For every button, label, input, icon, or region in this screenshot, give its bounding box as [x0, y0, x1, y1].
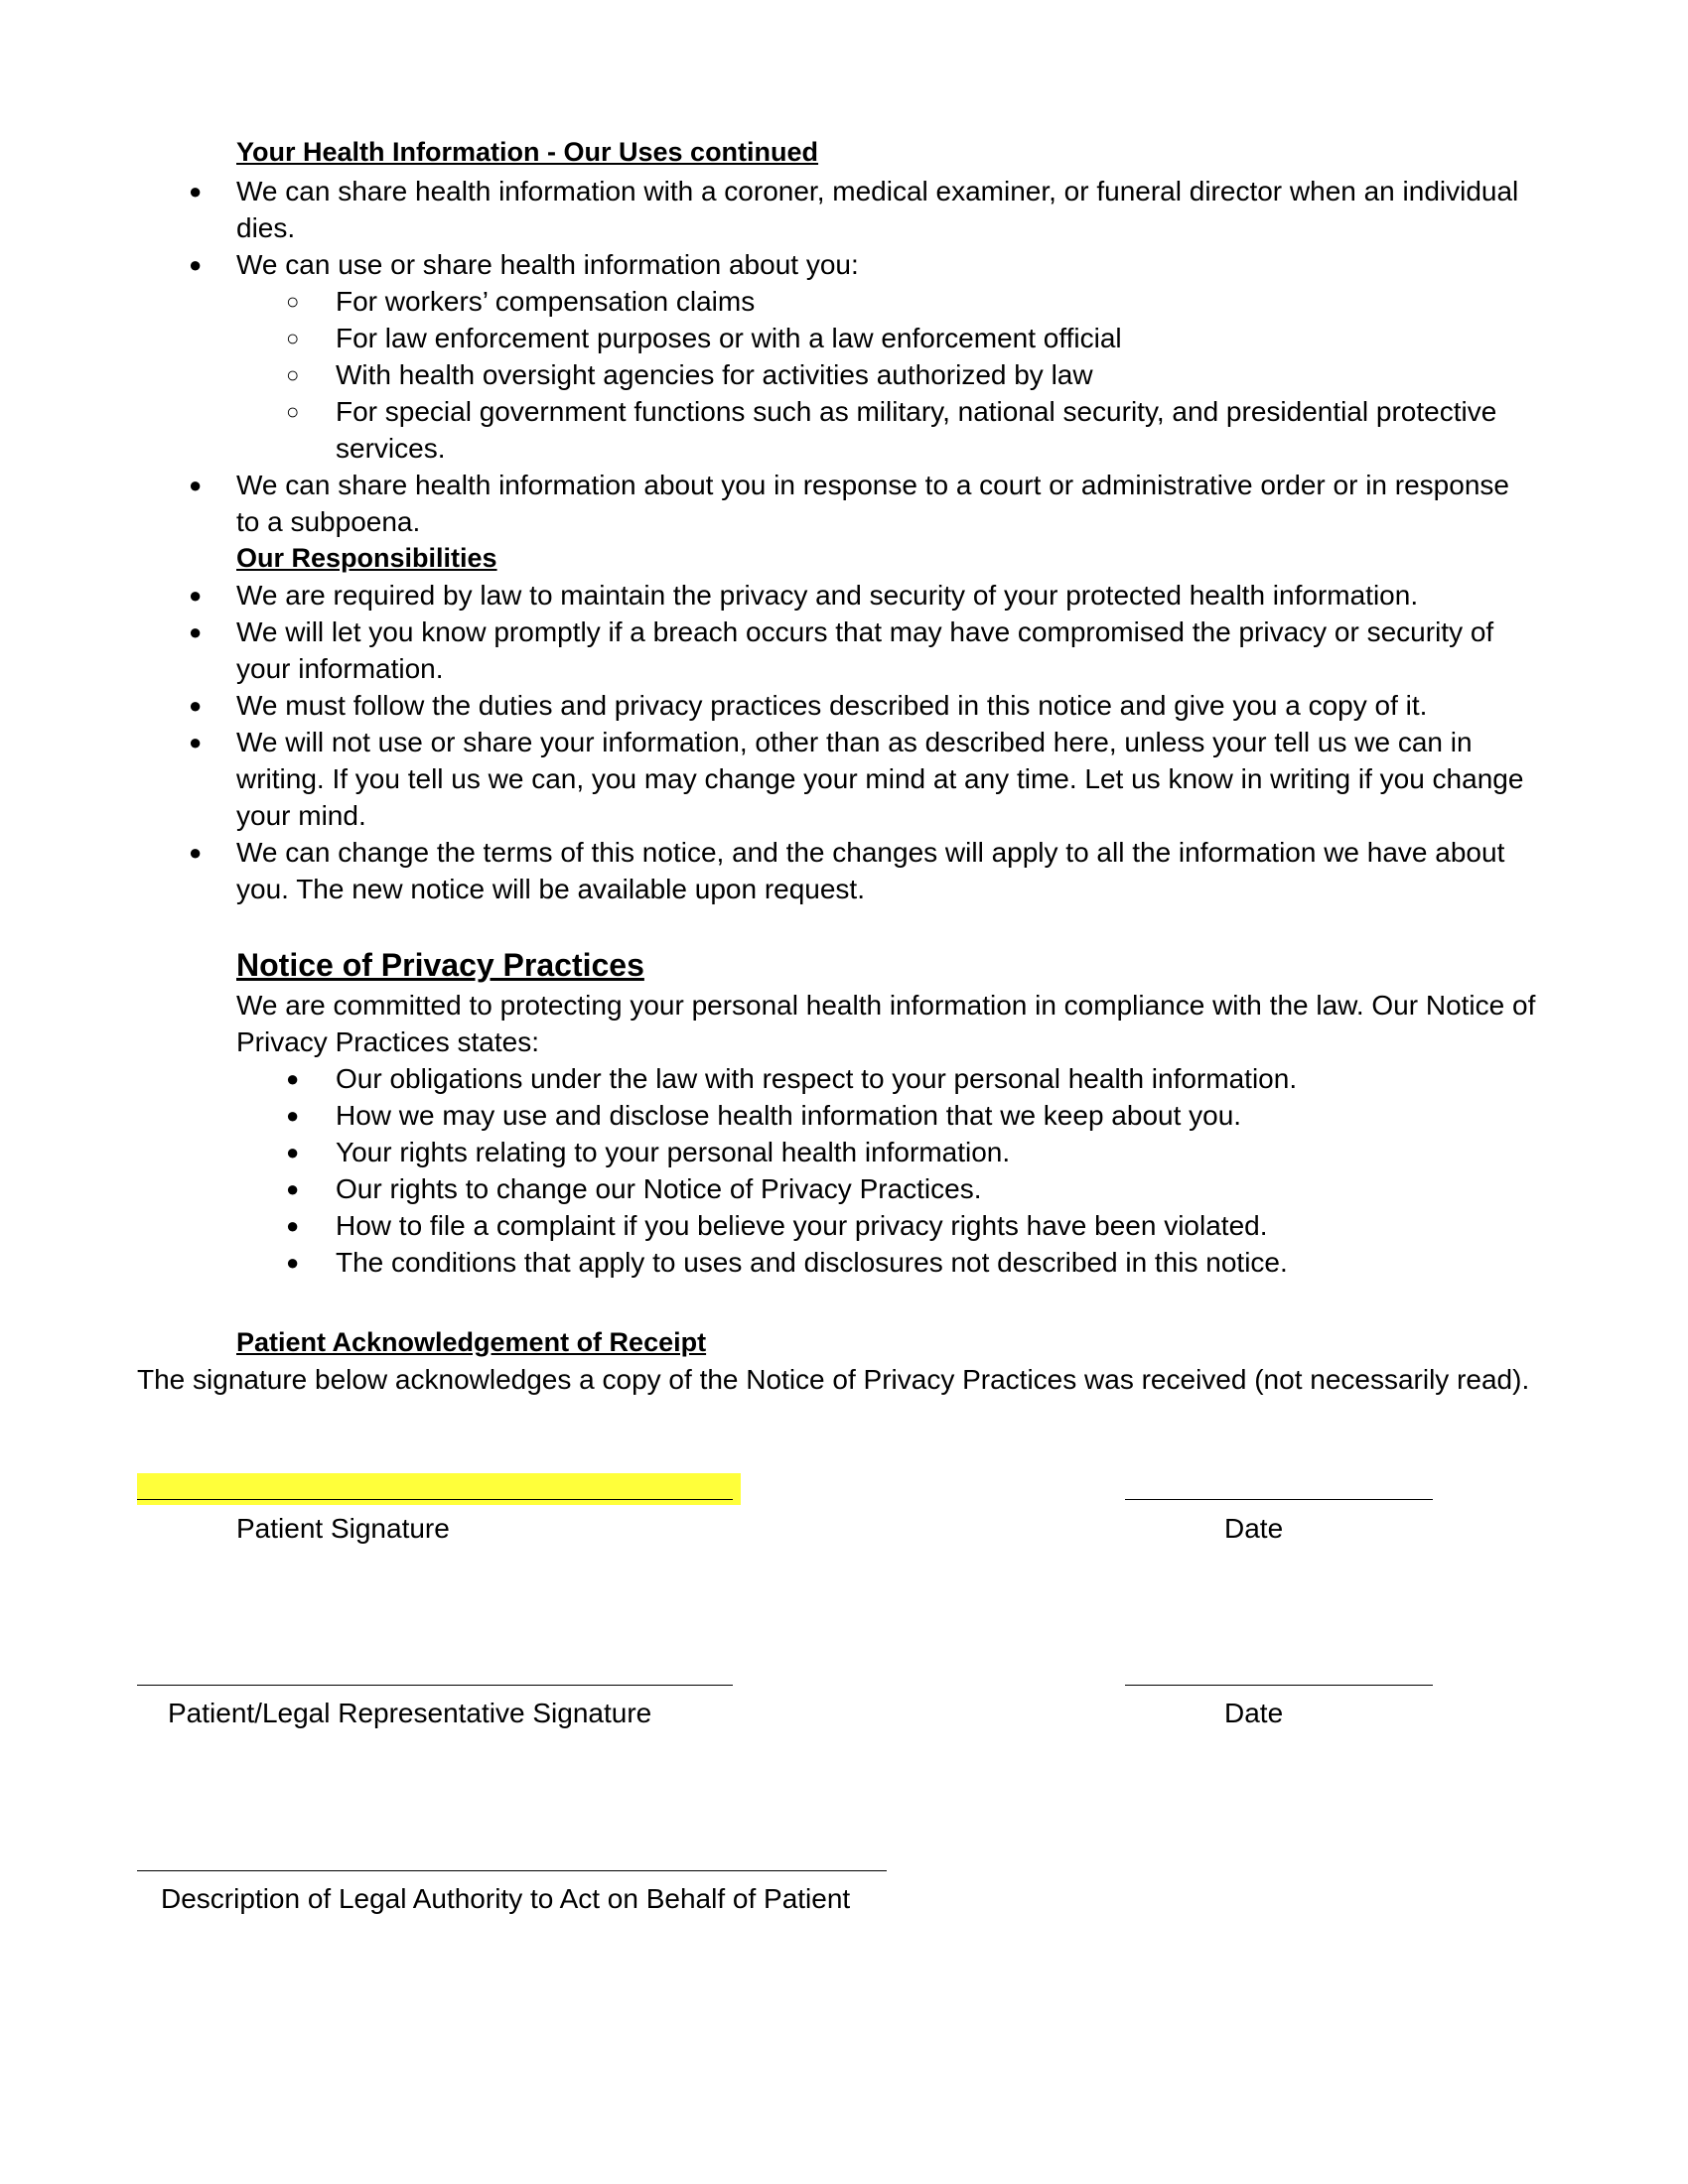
bullet-icon: ●: [286, 1066, 300, 1091]
bullet-icon: ●: [189, 730, 203, 754]
bullet-icon: ●: [286, 1103, 300, 1128]
resp-item-2-line1: We will let you know promptly if a breach occurs that may have compromised the privacy or security of: [236, 616, 1494, 647]
acknowledgement-heading: Patient Acknowledgement of Receipt: [236, 1327, 707, 1357]
signature-highlight: [137, 1473, 741, 1505]
notice-heading: Notice of Privacy Practices: [236, 947, 644, 983]
rep-signature-line[interactable]: [137, 1685, 733, 1686]
uses-item-2-line1: We can use or share health information about you:: [236, 249, 859, 280]
uses-item-3-line1: We can share health information about you in response to a court or administrative order or in response: [236, 470, 1509, 500]
bullet-icon: ●: [286, 1213, 300, 1238]
resp-item-1: We are required by law to maintain the privacy and security of your protected health information.: [236, 580, 1419, 611]
sub-item-3: With health oversight agencies for activities authorized by law: [336, 359, 1093, 390]
patient-signature-label: Patient Signature: [236, 1513, 450, 1544]
notice-intro-line2: Privacy Practices states:: [236, 1026, 539, 1057]
rep-signature-label: Patient/Legal Representative Signature: [168, 1698, 652, 1728]
notice-item-6: The conditions that apply to uses and disclosures not described in this notice.: [336, 1247, 1288, 1278]
date-label-2: Date: [1224, 1698, 1284, 1728]
circle-bullet-icon: ○: [286, 399, 300, 424]
date-line-1[interactable]: [1125, 1499, 1433, 1500]
resp-item-5-line2: you. The new notice will be available upon request.: [236, 874, 865, 904]
resp-item-4-line2: writing. If you tell us we can, you may change your mind at any time. Let us know in writing if you change: [236, 763, 1524, 794]
acknowledgement-text: The signature below acknowledges a copy of the Notice of Privacy Practices was received (not necessarily read).: [137, 1364, 1530, 1395]
resp-item-2-line2: your information.: [236, 653, 444, 684]
legal-authority-label: Description of Legal Authority to Act on Behalf of Patient: [161, 1883, 851, 1914]
sub-item-2: For law enforcement purposes or with a law enforcement official: [336, 323, 1122, 353]
notice-item-4: Our rights to change our Notice of Privacy Practices.: [336, 1173, 982, 1204]
notice-item-1: Our obligations under the law with respect to your personal health information.: [336, 1063, 1298, 1094]
bullet-icon: ●: [286, 1176, 300, 1201]
bullet-icon: ●: [189, 252, 203, 277]
uses-item-3-line2: to a subpoena.: [236, 506, 421, 537]
resp-item-5-line1: We can change the terms of this notice, and the changes will apply to all the information we have about: [236, 837, 1505, 868]
resp-item-4-line3: your mind.: [236, 800, 366, 831]
uses-continued-heading: Your Health Information - Our Uses continued: [236, 137, 819, 167]
legal-authority-line[interactable]: [137, 1870, 887, 1871]
bullet-icon: ●: [189, 840, 203, 865]
bullet-icon: ●: [189, 583, 203, 608]
date-line-2[interactable]: [1125, 1685, 1433, 1686]
resp-item-3: We must follow the duties and privacy practices described in this notice and give you a copy of it.: [236, 690, 1428, 721]
circle-bullet-icon: ○: [286, 362, 300, 387]
sub-item-4-line2: services.: [336, 433, 446, 464]
bullet-icon: ●: [189, 693, 203, 718]
bullet-icon: ●: [189, 619, 203, 644]
circle-bullet-icon: ○: [286, 289, 300, 314]
circle-bullet-icon: ○: [286, 326, 300, 350]
uses-item-1-line1: We can share health information with a coroner, medical examiner, or funeral director when an individual: [236, 176, 1519, 206]
sub-item-1: For workers’ compensation claims: [336, 286, 756, 317]
notice-item-2: How we may use and disclose health information that we keep about you.: [336, 1100, 1242, 1131]
notice-intro-line1: We are committed to protecting your personal health information in compliance with the law. Our Notice of: [236, 990, 1536, 1021]
date-label-1: Date: [1224, 1513, 1284, 1544]
resp-item-4-line1: We will not use or share your information, other than as described here, unless your tell us we can in: [236, 727, 1473, 757]
bullet-icon: ●: [286, 1140, 300, 1164]
notice-item-5: How to file a complaint if you believe your privacy rights have been violated.: [336, 1210, 1268, 1241]
sub-item-4-line1: For special government functions such as military, national security, and presidential protective: [336, 396, 1497, 427]
patient-signature-line[interactable]: [137, 1499, 733, 1500]
bullet-icon: ●: [286, 1250, 300, 1275]
uses-item-1-line2: dies.: [236, 212, 296, 243]
bullet-icon: ●: [189, 473, 203, 497]
notice-item-3: Your rights relating to your personal health information.: [336, 1137, 1011, 1167]
bullet-icon: ●: [189, 179, 203, 204]
responsibilities-heading: Our Responsibilities: [236, 543, 497, 573]
